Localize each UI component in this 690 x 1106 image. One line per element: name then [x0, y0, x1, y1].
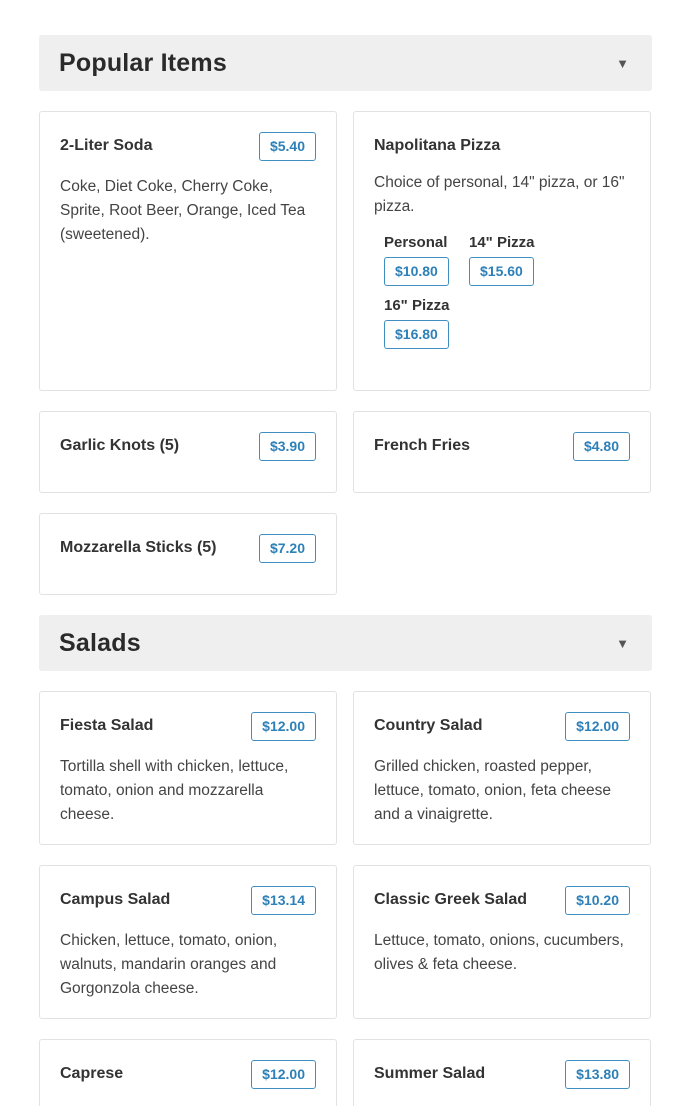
- size-option: [384, 233, 469, 286]
- item-name: Summer Salad: [374, 1065, 486, 1082]
- price-button[interactable]: $16.80: [384, 320, 449, 349]
- item-name: Campus Salad: [60, 891, 171, 908]
- menu-item-card[interactable]: [353, 111, 651, 391]
- price-button[interactable]: $13.14: [251, 886, 316, 915]
- menu-item-card[interactable]: [39, 1039, 337, 1106]
- price-button[interactable]: $7.20: [259, 534, 316, 563]
- menu-item-card[interactable]: [353, 411, 651, 493]
- section-title: Popular Items: [59, 48, 227, 77]
- menu-item-card[interactable]: [39, 513, 337, 595]
- option-label: 16" Pizza: [384, 297, 450, 314]
- size-option: [384, 296, 469, 349]
- item-description: Tortilla shell with chicken, lettuce, tomato, onion and mozzarella cheese.: [60, 758, 289, 823]
- price-button[interactable]: $10.80: [384, 257, 449, 286]
- price-button[interactable]: $10.20: [565, 886, 630, 915]
- price-button[interactable]: $3.90: [259, 432, 316, 461]
- item-description: Coke, Diet Coke, Cherry Coke, Sprite, Root Beer, Orange, Iced Tea (sweetened).: [60, 178, 306, 243]
- caret-down-icon[interactable]: ▼: [616, 635, 629, 651]
- price-button[interactable]: $15.60: [469, 257, 534, 286]
- item-name: Garlic Knots (5): [60, 437, 180, 454]
- menu-item-card[interactable]: [39, 691, 337, 845]
- menu-item-card[interactable]: [39, 111, 337, 391]
- menu-item-card[interactable]: [353, 865, 651, 1019]
- item-name: French Fries: [374, 437, 471, 454]
- section-header-popular-items[interactable]: [39, 35, 652, 91]
- section-header-salads[interactable]: [39, 615, 652, 671]
- item-name: 2-Liter Soda: [60, 137, 153, 154]
- price-button[interactable]: $12.00: [251, 712, 316, 741]
- item-name: Classic Greek Salad: [374, 891, 527, 908]
- menu-item-card[interactable]: [39, 411, 337, 493]
- section-title: Salads: [59, 628, 141, 657]
- item-name: Fiesta Salad: [60, 717, 154, 734]
- price-button[interactable]: $12.00: [565, 712, 630, 741]
- menu-item-card[interactable]: [353, 1039, 651, 1106]
- item-description: Grilled chicken, roasted pepper, lettuce, tomato, onion, feta cheese and a vinaigrette.: [374, 758, 611, 823]
- size-option: [469, 233, 554, 286]
- menu-item-card[interactable]: [353, 691, 651, 845]
- item-name: Mozzarella Sticks (5): [60, 539, 217, 556]
- size-options: [384, 233, 584, 359]
- item-description: Choice of personal, 14" pizza, or 16" pizza.: [374, 174, 625, 215]
- price-button[interactable]: $4.80: [573, 432, 630, 461]
- item-description: Chicken, lettuce, tomato, onion, walnuts, mandarin oranges and Gorgonzola cheese.: [60, 932, 278, 997]
- item-name: Napolitana Pizza: [374, 137, 501, 154]
- option-label: 14" Pizza: [469, 234, 535, 251]
- item-description: Lettuce, tomato, onions, cucumbers, olives & feta cheese.: [374, 932, 624, 973]
- price-button[interactable]: $5.40: [259, 132, 316, 161]
- option-label: Personal: [384, 234, 448, 251]
- caret-down-icon[interactable]: ▼: [616, 55, 629, 71]
- price-button[interactable]: $13.80: [565, 1060, 630, 1089]
- item-name: Caprese: [60, 1065, 124, 1082]
- item-name: Country Salad: [374, 717, 483, 734]
- price-button[interactable]: $12.00: [251, 1060, 316, 1089]
- menu-item-card[interactable]: [39, 865, 337, 1019]
